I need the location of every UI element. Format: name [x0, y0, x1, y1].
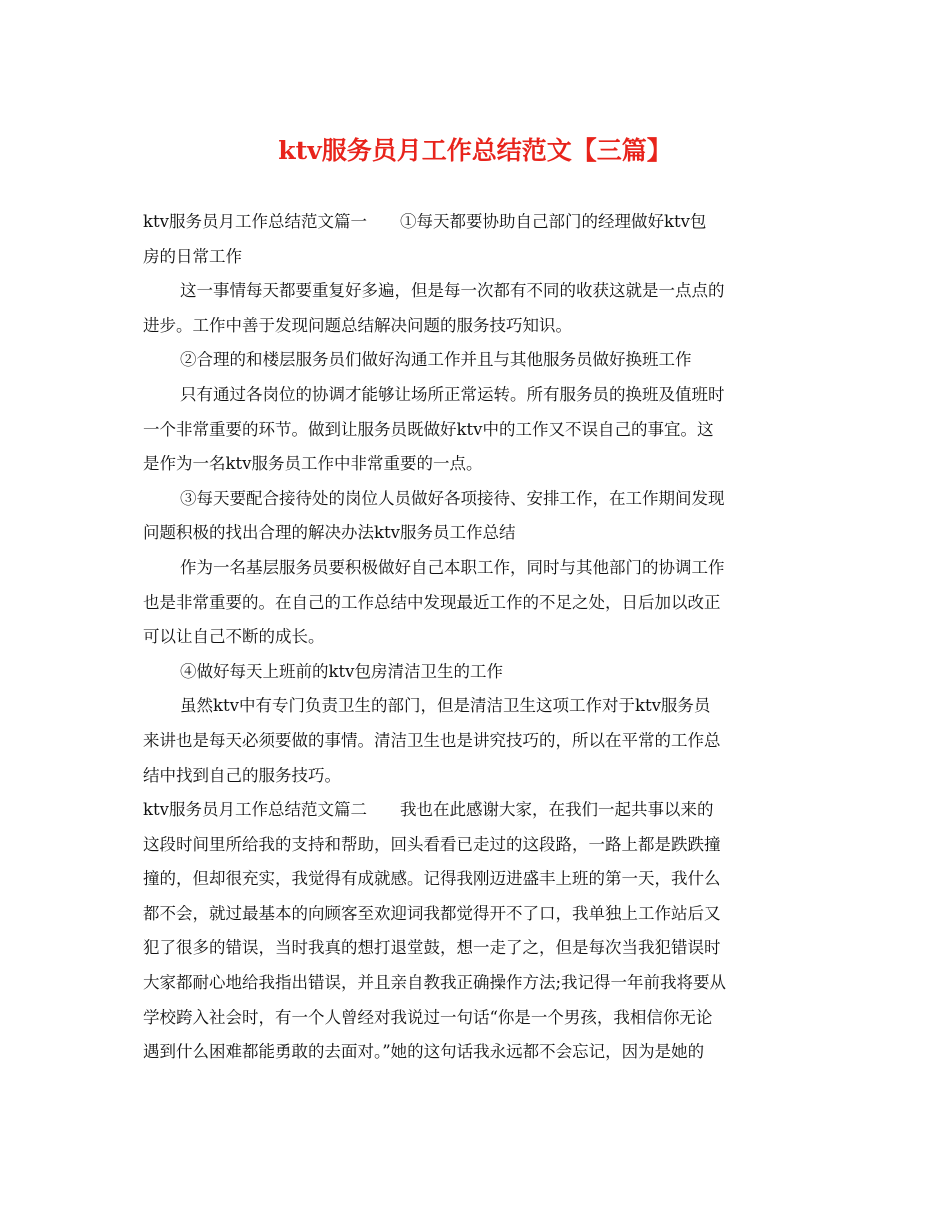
- document-title: ktv服务员月工作总结范文【三篇】: [278, 136, 672, 165]
- text-line: 学校跨入社会时，有一个人曾经对我说过一句话“你是一个男孩，我相信你无论: [143, 1007, 713, 1027]
- text-line: 问题积极的找出合理的解决办法ktv服务员工作总结: [143, 523, 516, 543]
- text-line: ktv服务员月工作总结范文篇一 ①每天都要协助自己部门的经理做好ktv包: [143, 212, 707, 231]
- document-body: [143, 205, 811, 1070]
- text-line: 都不会，就过最基本的向顾客至欢迎词我都觉得开不了口，我单独上工作站后又: [143, 903, 721, 923]
- text-line: 来讲也是每天必须要做的事情。清洁卫生也是讲究技巧的，所以在平常的工作总: [143, 730, 721, 750]
- text-line: 只有通过各岗位的协调才能够让场所正常运转。所有服务员的换班及值班时: [180, 384, 725, 404]
- text-line: 一个非常重要的环节。做到让服务员既做好ktv中的工作又不误自己的事宜。这: [143, 419, 714, 439]
- text-line: 这一事情每天都要重复好多遍，但是每一次都有不同的收获这就是一点点的: [180, 281, 725, 301]
- text-line: 犯了很多的错误，当时我真的想打退堂鼓，想一走了之，但是每次当我犯错误时: [143, 938, 721, 958]
- text-line: ④做好每天上班前的ktv包房清洁卫生的工作: [180, 661, 503, 681]
- text-line: 也是非常重要的。在自己的工作总结中发现最近工作的不足之处，日后加以改正: [143, 592, 721, 612]
- text-line: 大家都耐心地给我指出错误，并且亲自教我正确操作方法;我记得一年前我将要从: [143, 973, 727, 993]
- text-line: 结中找到自己的服务技巧。: [143, 765, 341, 785]
- paragraph: [143, 274, 811, 343]
- text-line: ktv服务员月工作总结范文篇二 我也在此感谢大家，在我们一起共事以来的: [143, 800, 714, 820]
- text-line: 遇到什么困难都能勇敢的去面对。”她的这句话我永远都不会忘记，因为是她的: [143, 1042, 705, 1062]
- paragraph: [143, 793, 811, 1070]
- text-line: ②合理的和楼层服务员们做好沟通工作并且与其他服务员做好换班工作: [180, 350, 692, 370]
- paragraph: [143, 551, 811, 655]
- text-line: 进步。工作中善于发现问题总结解决问题的服务技巧知识。: [143, 315, 572, 335]
- text-line: 可以让自己不断的成长。: [143, 627, 325, 647]
- paragraph: [143, 205, 811, 274]
- text-line: 虽然ktv中有专门负责卫生的部门，但是清洁卫生这项工作对于ktv服务员: [180, 696, 711, 716]
- text-line: 这段时间里所给我的支持和帮助，回头看看已走过的这段路，一路上都是跌跌撞: [143, 834, 721, 854]
- text-line: 房的日常工作: [143, 246, 242, 266]
- paragraph: [143, 343, 811, 378]
- text-line: 撞的，但却很充实，我觉得有成就感。记得我刚迈进盛丰上班的第一天，我什么: [143, 869, 721, 889]
- paragraph: [143, 655, 811, 690]
- paragraph: [143, 689, 811, 793]
- text-line: 是作为一名ktv服务员工作中非常重要的一点。: [143, 454, 483, 474]
- paragraph: [143, 482, 811, 551]
- text-line: 作为一名基层服务员要积极做好自己本职工作，同时与其他部门的协调工作: [180, 557, 725, 577]
- text-line: ③每天要配合接待处的岗位人员做好各项接待、安排工作，在工作期间发现: [180, 488, 725, 508]
- paragraph: [143, 378, 811, 482]
